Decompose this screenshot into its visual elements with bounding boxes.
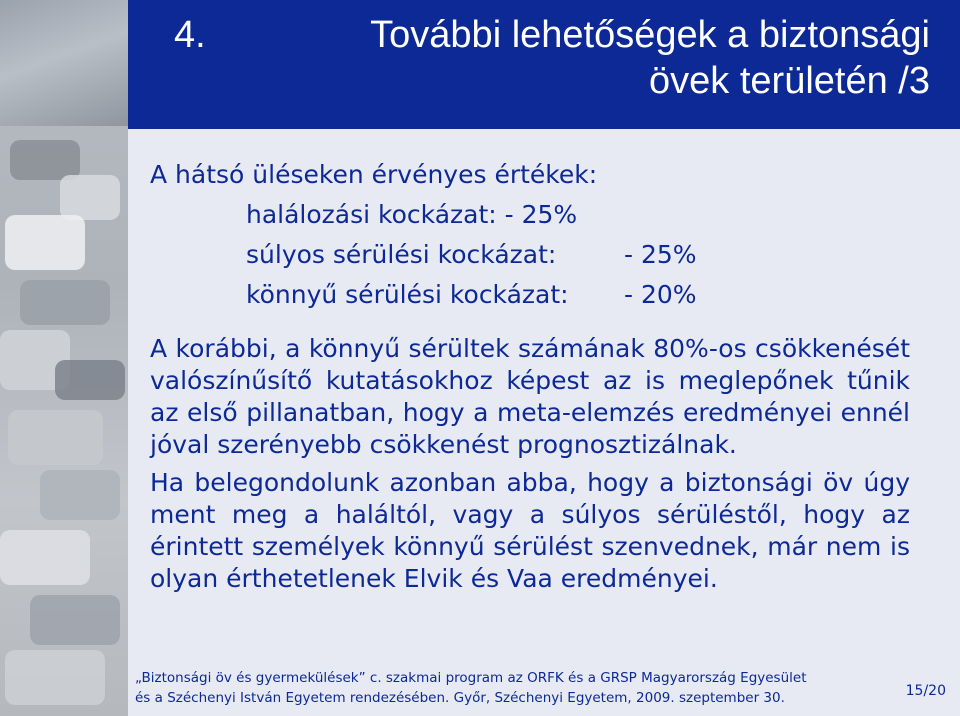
stat-value: - 20% [624, 280, 697, 309]
slide-title-line-2: övek területén /3 [649, 60, 930, 102]
title-rule [128, 126, 960, 129]
slide-title-line-1: További lehetőségek a biztonsági [370, 14, 930, 56]
stat-row [150, 235, 910, 275]
section-heading: A hátsó üléseken érvényes értékek: [150, 160, 598, 189]
title-number: 4. [174, 14, 206, 56]
paragraph-meta-analysis: A korábbi, a könnyű sérültek számának 80%-os csökkenését valószínűsítő kutatásokhoz képest az is meglepőnek tűnik az első pillanatban, hogy a meta-elemzés eredményei ennél jóval szerényebb csökkenést prognosztizálnak. [150, 334, 910, 459]
stat-label: halálozási kockázat: - 25% [246, 200, 578, 229]
stat-label: súlyos sérülési kockázat: [246, 240, 557, 269]
title-bar [0, 0, 960, 126]
paragraph-explanation: Ha belegondolunk azonban abba, hogy a biztonsági öv úgy ment meg a haláltól, vagy a súlyos sérüléstől, hogy az érintett személyek könnyű sérülést szenvednek, már nem is olyan érthetetlenek Elvik és Vaa eredményei. [150, 468, 910, 593]
slide-title [150, 12, 930, 104]
footer-line-1: „Biztonsági öv és gyermekülések” c. szakmai program az ORFK és a GRSP Magyarország Egyesület [135, 670, 807, 686]
footer [135, 668, 835, 708]
stat-label: könnyű sérülési kockázat: [246, 280, 569, 309]
page-number: 15/20 [905, 683, 946, 699]
footer-line-2: és a Széchenyi István Egyetem rendezésében. Győr, Széchenyi Egyetem, 2009. szeptember 30. [135, 690, 785, 706]
stat-row [150, 275, 910, 315]
stat-value: - 25% [624, 240, 697, 269]
slide-content [150, 155, 910, 595]
stat-row [150, 195, 910, 235]
title-photo [0, 0, 128, 126]
